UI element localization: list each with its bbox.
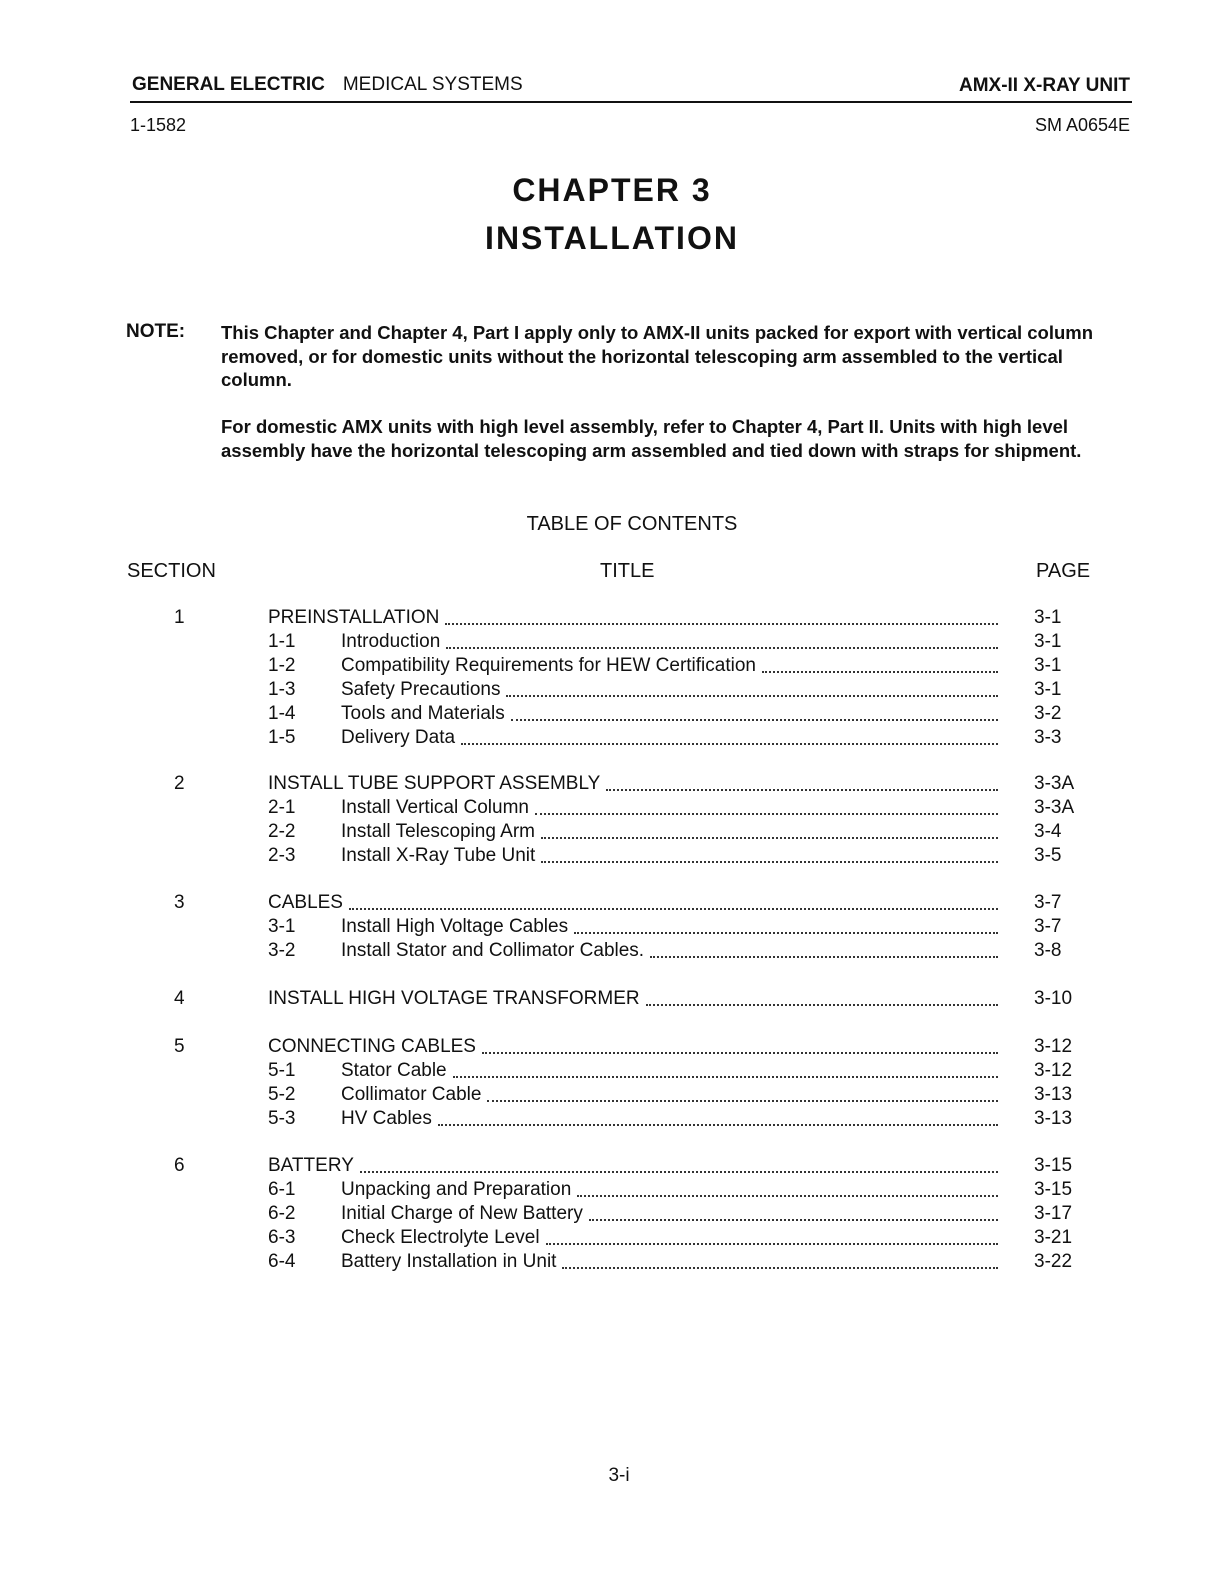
subsection-number: 2-1 bbox=[268, 797, 296, 818]
subsection-number: 5-2 bbox=[268, 1084, 296, 1105]
page-ref: 3-7 bbox=[1034, 916, 1062, 937]
page-ref: 3-13 bbox=[1034, 1108, 1073, 1129]
entry-title-wrap bbox=[268, 772, 1000, 796]
entry-title: Install Stator and Collimator Cables. bbox=[341, 939, 650, 963]
toc-subsection-row bbox=[0, 1226, 1224, 1250]
entry-title-wrap bbox=[341, 630, 1000, 654]
entry-title: Safety Precautions bbox=[341, 678, 506, 702]
toc-subsection-row bbox=[0, 654, 1224, 678]
subsection-number: 5-1 bbox=[268, 1060, 296, 1081]
entry-title: PREINSTALLATION bbox=[268, 606, 445, 630]
page-ref: 3-1 bbox=[1034, 679, 1062, 700]
entry-title-wrap bbox=[341, 1226, 1000, 1250]
toc-subsection-row bbox=[0, 796, 1224, 820]
section-number: 4 bbox=[174, 988, 185, 1009]
page-ref: 3-22 bbox=[1034, 1251, 1073, 1272]
column-header-section: SECTION bbox=[127, 560, 216, 582]
page-ref: 3-4 bbox=[1034, 821, 1062, 842]
chapter-heading bbox=[0, 166, 1224, 262]
section-number: 5 bbox=[174, 1036, 185, 1057]
subsection-number: 6-1 bbox=[268, 1179, 296, 1200]
entry-title-wrap bbox=[341, 915, 1000, 939]
note-label: NOTE: bbox=[126, 321, 186, 342]
subsection-number: 3-1 bbox=[268, 916, 296, 937]
header-rule bbox=[130, 101, 1132, 103]
page-ref: 3-21 bbox=[1034, 1227, 1073, 1248]
column-header-title: TITLE bbox=[600, 560, 655, 582]
entry-title-wrap bbox=[268, 1035, 1000, 1059]
entry-title: CABLES bbox=[268, 891, 349, 915]
entry-title-wrap bbox=[341, 1202, 1000, 1226]
dot-leader bbox=[762, 654, 998, 673]
division-name: MEDICAL SYSTEMS bbox=[342, 74, 523, 95]
entry-title: HV Cables bbox=[341, 1107, 438, 1131]
dot-leader bbox=[461, 726, 998, 745]
product-name: AMX-II X-RAY UNIT bbox=[958, 75, 1130, 96]
entry-title-wrap bbox=[341, 678, 1000, 702]
toc-subsection-row bbox=[0, 915, 1224, 939]
toc-subsection-row bbox=[0, 939, 1224, 963]
document-number: 1-1582 bbox=[130, 115, 187, 135]
chapter-title: INSTALLATION bbox=[485, 220, 739, 256]
entry-title-wrap bbox=[268, 1154, 1000, 1178]
toc-subsection-row bbox=[0, 1178, 1224, 1202]
page-ref: 3-8 bbox=[1034, 940, 1062, 961]
entry-title-wrap bbox=[341, 1059, 1000, 1083]
entry-title: Initial Charge of New Battery bbox=[341, 1202, 589, 1226]
dot-leader bbox=[606, 772, 998, 791]
entry-title: Battery Installation in Unit bbox=[341, 1250, 562, 1274]
toc-section-row bbox=[0, 1154, 1224, 1178]
entry-title-wrap bbox=[341, 1250, 1000, 1274]
subsection-number: 1-3 bbox=[268, 679, 296, 700]
page-ref: 3-2 bbox=[1034, 703, 1062, 724]
company-name: GENERAL ELECTRIC bbox=[132, 74, 325, 95]
entry-title: Install X-Ray Tube Unit bbox=[341, 844, 541, 868]
toc-subsection-row bbox=[0, 726, 1224, 750]
page-ref: 3-10 bbox=[1034, 988, 1073, 1009]
entry-title: Collimator Cable bbox=[341, 1083, 487, 1107]
chapter-number: CHAPTER 3 bbox=[512, 172, 712, 208]
page-ref: 3-1 bbox=[1034, 631, 1062, 652]
dot-leader bbox=[511, 702, 998, 721]
dot-leader bbox=[482, 1035, 998, 1054]
entry-title: Install High Voltage Cables bbox=[341, 915, 574, 939]
dot-leader bbox=[487, 1083, 998, 1102]
dot-leader bbox=[541, 844, 998, 863]
dot-leader bbox=[650, 939, 998, 958]
dot-leader bbox=[446, 630, 998, 649]
entry-title: Install Telescoping Arm bbox=[341, 820, 541, 844]
entry-title: INSTALL HIGH VOLTAGE TRANSFORMER bbox=[268, 987, 646, 1011]
toc-subsection-row bbox=[0, 702, 1224, 726]
toc-subsection-row bbox=[0, 678, 1224, 702]
toc-section-row bbox=[0, 1035, 1224, 1059]
toc-heading: TABLE OF CONTENTS bbox=[526, 513, 738, 535]
toc-subsection-row bbox=[0, 1202, 1224, 1226]
dot-leader bbox=[535, 796, 998, 815]
dot-leader bbox=[506, 678, 998, 697]
page-ref: 3-15 bbox=[1034, 1179, 1073, 1200]
entry-title-wrap bbox=[268, 891, 1000, 915]
page-ref: 3-15 bbox=[1034, 1155, 1073, 1176]
entry-title: Compatibility Requirements for HEW Certification bbox=[341, 654, 762, 678]
subsection-number: 3-2 bbox=[268, 940, 296, 961]
entry-title-wrap bbox=[341, 939, 1000, 963]
entry-title-wrap bbox=[341, 654, 1000, 678]
entry-title: Check Electrolyte Level bbox=[341, 1226, 546, 1250]
page-ref: 3-17 bbox=[1034, 1203, 1073, 1224]
dot-leader bbox=[349, 891, 998, 910]
page-ref: 3-1 bbox=[1034, 655, 1062, 676]
entry-title-wrap bbox=[341, 702, 1000, 726]
note-paragraph: For domestic AMX units with high level assembly, refer to Chapter 4, Part II. Units with high level assembly have the horizontal telescoping arm assembled and tied down with straps for shipment. bbox=[221, 416, 1082, 461]
dot-leader bbox=[438, 1107, 998, 1126]
entry-title: Introduction bbox=[341, 630, 446, 654]
entry-title: INSTALL TUBE SUPPORT ASSEMBLY bbox=[268, 772, 606, 796]
toc-subsection-row bbox=[0, 1250, 1224, 1274]
subsection-number: 6-4 bbox=[268, 1251, 296, 1272]
entry-title-wrap bbox=[341, 1107, 1000, 1131]
page-ref: 3-12 bbox=[1034, 1036, 1073, 1057]
entry-title-wrap bbox=[341, 796, 1000, 820]
section-number: 3 bbox=[174, 892, 185, 913]
entry-title-wrap bbox=[268, 606, 1000, 630]
dot-leader bbox=[574, 915, 998, 934]
toc-section-row bbox=[0, 606, 1224, 630]
entry-title: BATTERY bbox=[268, 1154, 360, 1178]
section-number: 6 bbox=[174, 1155, 185, 1176]
entry-title-wrap bbox=[341, 1178, 1000, 1202]
subsection-number: 1-2 bbox=[268, 655, 296, 676]
entry-title: Tools and Materials bbox=[341, 702, 511, 726]
toc-section-row bbox=[0, 987, 1224, 1011]
toc-section-row bbox=[0, 772, 1224, 796]
page-ref: 3-3A bbox=[1034, 773, 1075, 794]
dot-leader bbox=[453, 1059, 998, 1078]
page-ref: 3-1 bbox=[1034, 607, 1062, 628]
entry-title-wrap bbox=[341, 844, 1000, 868]
subsection-number: 6-2 bbox=[268, 1203, 296, 1224]
manual-code: SM A0654E bbox=[1034, 115, 1130, 135]
page-number: 3-i bbox=[608, 1465, 630, 1486]
toc-section-row bbox=[0, 891, 1224, 915]
dot-leader bbox=[360, 1154, 998, 1173]
subsection-number: 2-3 bbox=[268, 845, 296, 866]
subsection-number: 2-2 bbox=[268, 821, 296, 842]
dot-leader bbox=[646, 987, 998, 1006]
page-ref: 3-7 bbox=[1034, 892, 1062, 913]
note-paragraph: This Chapter and Chapter 4, Part I apply only to AMX-II units packed for export with vertical column removed, or for domestic units without the horizontal telescoping arm assembled to the vertical column. bbox=[221, 322, 1094, 390]
page-ref: 3-3A bbox=[1034, 797, 1075, 818]
entry-title: Unpacking and Preparation bbox=[341, 1178, 577, 1202]
toc-subsection-row bbox=[0, 630, 1224, 654]
page-ref: 3-13 bbox=[1034, 1084, 1073, 1105]
section-number: 2 bbox=[174, 773, 185, 794]
column-header-page: PAGE bbox=[1036, 560, 1091, 582]
page-ref: 3-5 bbox=[1034, 845, 1062, 866]
entry-title-wrap bbox=[341, 820, 1000, 844]
toc-subsection-row bbox=[0, 1083, 1224, 1107]
dot-leader bbox=[577, 1178, 998, 1197]
subsection-number: 1-1 bbox=[268, 631, 296, 652]
dot-leader bbox=[541, 820, 998, 839]
running-header-left bbox=[132, 74, 523, 96]
entry-title-wrap bbox=[268, 987, 1000, 1011]
dot-leader bbox=[562, 1250, 998, 1269]
toc-subsection-row bbox=[0, 844, 1224, 868]
subsection-number: 1-5 bbox=[268, 727, 296, 748]
dot-leader bbox=[445, 606, 998, 625]
entry-title: Install Vertical Column bbox=[341, 796, 535, 820]
toc-subsection-row bbox=[0, 1059, 1224, 1083]
entry-title: Stator Cable bbox=[341, 1059, 453, 1083]
entry-title: CONNECTING CABLES bbox=[268, 1035, 482, 1059]
entry-title: Delivery Data bbox=[341, 726, 461, 750]
page-ref: 3-3 bbox=[1034, 727, 1062, 748]
section-number: 1 bbox=[174, 607, 185, 628]
entry-title-wrap bbox=[341, 726, 1000, 750]
subsection-number: 1-4 bbox=[268, 703, 296, 724]
toc-subsection-row bbox=[0, 820, 1224, 844]
subsection-number: 5-3 bbox=[268, 1108, 296, 1129]
dot-leader bbox=[546, 1226, 998, 1245]
dot-leader bbox=[589, 1202, 998, 1221]
page-ref: 3-12 bbox=[1034, 1060, 1073, 1081]
entry-title-wrap bbox=[341, 1083, 1000, 1107]
toc-subsection-row bbox=[0, 1107, 1224, 1131]
subsection-number: 6-3 bbox=[268, 1227, 296, 1248]
